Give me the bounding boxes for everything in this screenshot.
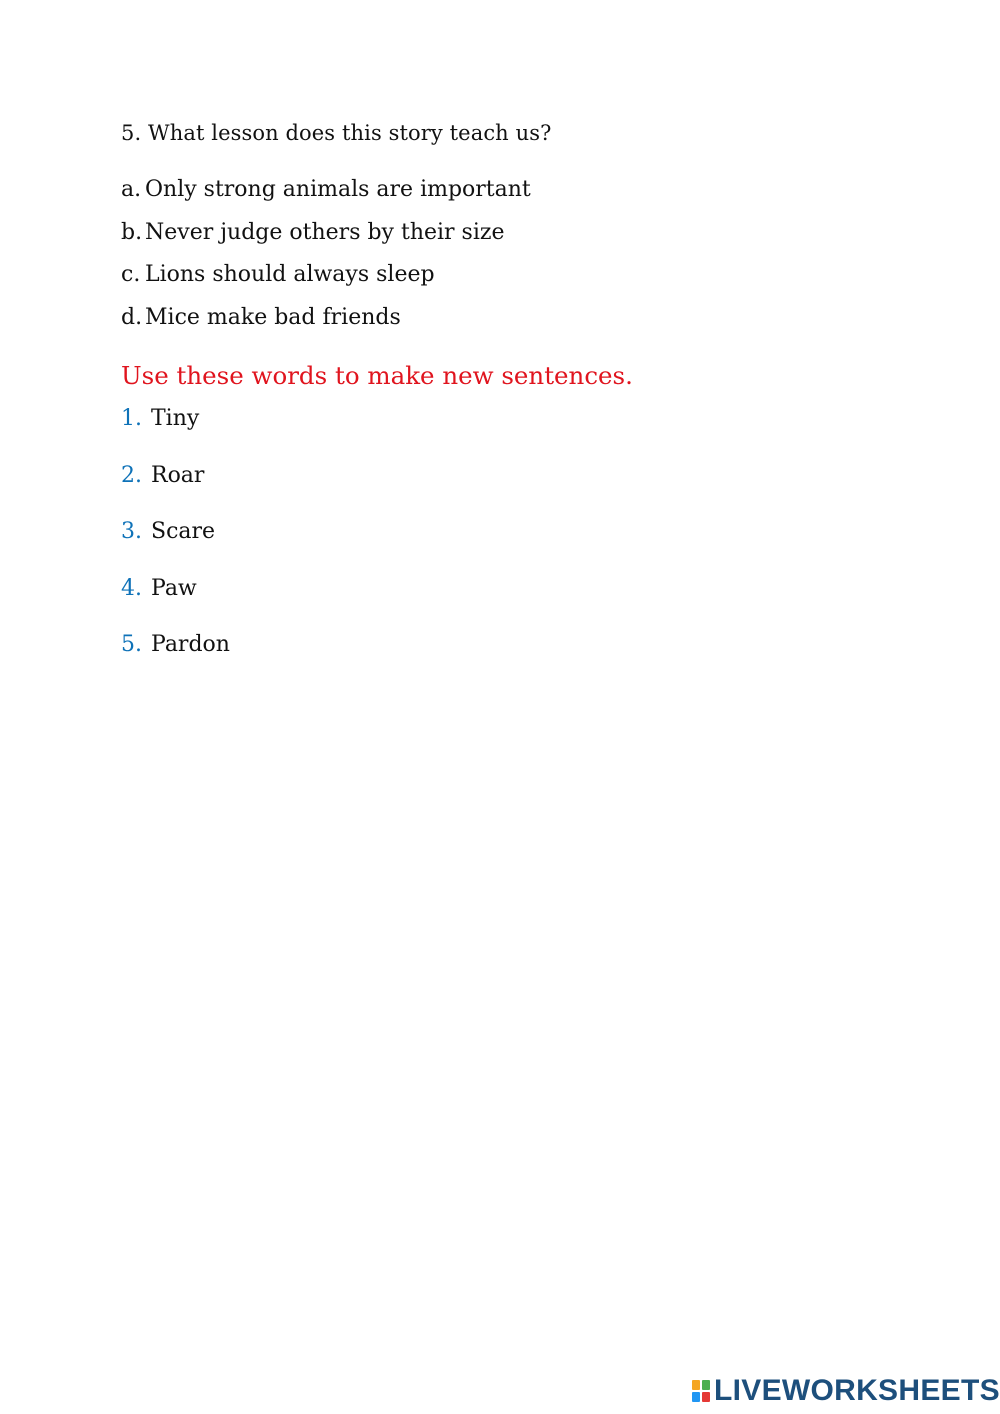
option-d — [121, 305, 531, 348]
logo-mark-icon — [692, 1380, 710, 1402]
word-text: Paw — [151, 575, 197, 601]
option-b — [121, 220, 531, 263]
instruction-heading: Use these words to make new sentences. — [121, 361, 633, 390]
word-number: 1. — [121, 406, 142, 431]
word-number: 2. — [121, 462, 142, 488]
option-text: Lions should always sleep — [145, 262, 435, 287]
option-a — [121, 177, 531, 220]
option-letter: d. — [121, 304, 143, 330]
option-letter: b. — [121, 219, 143, 245]
option-letter: a. — [121, 177, 142, 202]
option-letter: c. — [121, 262, 141, 287]
word-text: Tiny — [151, 406, 200, 431]
logo-text: LIVEWORKSHEETS — [714, 1374, 1000, 1407]
word-text: Roar — [151, 462, 205, 488]
word-text: Scare — [151, 519, 216, 544]
word-item — [121, 463, 230, 520]
word-item — [121, 406, 230, 463]
answer-options — [121, 177, 531, 347]
option-text: Never judge others by their size — [145, 219, 505, 245]
option-text: Only strong animals are important — [145, 177, 531, 202]
liveworksheets-logo — [692, 1374, 1000, 1408]
word-item — [121, 519, 230, 576]
word-number: 4. — [121, 575, 142, 601]
word-number: 5. — [121, 632, 142, 657]
word-item — [121, 576, 230, 633]
word-list — [121, 406, 230, 689]
word-number: 3. — [121, 519, 142, 544]
option-c — [121, 262, 531, 305]
option-text: Mice make bad friends — [145, 304, 401, 330]
question-title: 5. What lesson does this story teach us? — [121, 121, 552, 145]
word-item — [121, 632, 230, 689]
word-text: Pardon — [151, 632, 230, 657]
